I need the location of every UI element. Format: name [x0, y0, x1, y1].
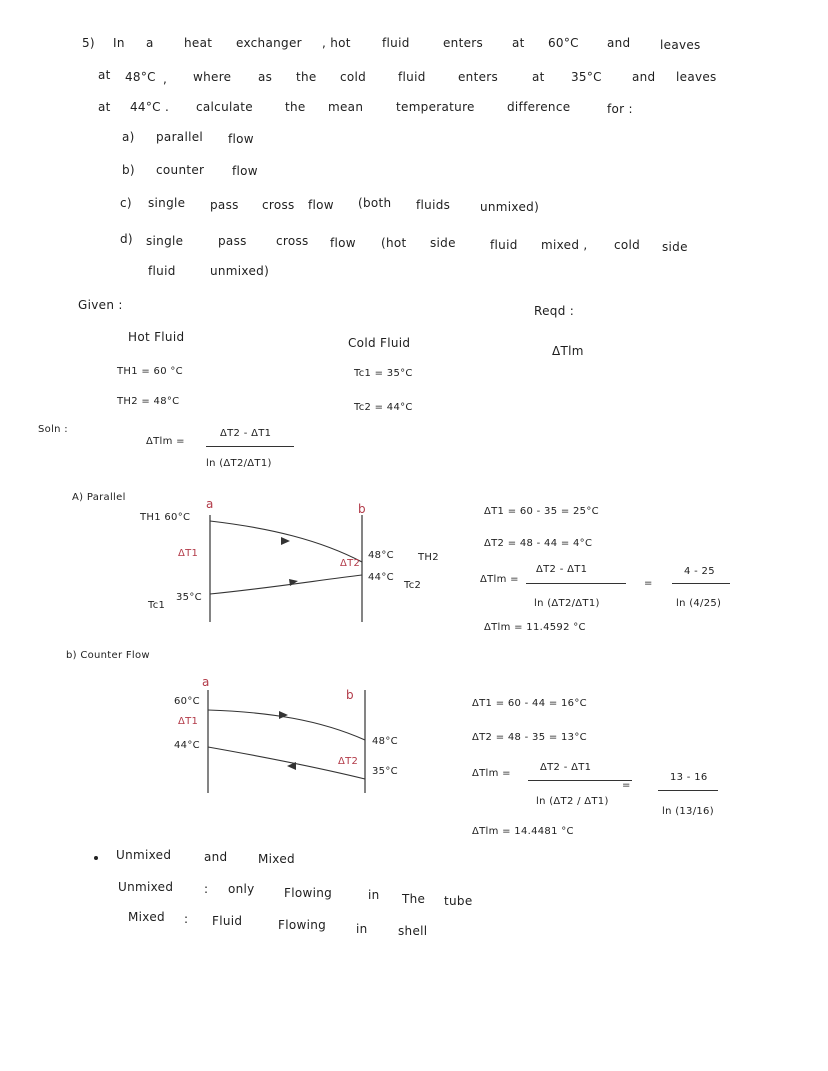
counter-lmtd-rnum: 13 - 16 — [670, 772, 708, 783]
arrow-icon — [289, 579, 298, 586]
word: tube — [444, 894, 473, 908]
word: Mixed — [258, 852, 295, 866]
word: for : — [607, 102, 633, 116]
cold-fluid-heading: Cold Fluid — [348, 336, 411, 350]
item-label: b) — [122, 163, 135, 177]
tc1-value: Tc1 = 35°C — [354, 368, 413, 379]
word: counter — [156, 163, 205, 177]
word: side — [662, 240, 688, 254]
th1-value: TH1 = 60 °C — [117, 366, 183, 377]
word: exchanger — [236, 36, 302, 50]
parallel-result: ΔTlm = 11.4592 °C — [484, 622, 586, 633]
fraction-bar — [658, 790, 718, 791]
parallel-lmtd-rnum: 4 - 25 — [684, 566, 715, 577]
fraction-bar — [526, 583, 626, 584]
parallel-dt2: ΔT2 — [340, 558, 361, 569]
word: , — [163, 72, 168, 86]
word: flow — [308, 198, 334, 212]
word: at — [512, 36, 525, 50]
lmtd-lhs: ΔTlm = — [146, 436, 185, 447]
word: and — [632, 70, 656, 84]
soln-label: Soln : — [38, 424, 68, 435]
parallel-eq-dt2: ΔT2 = 48 - 44 = 4°C — [484, 538, 593, 549]
word: where — [193, 70, 232, 84]
counter-heading: b) Counter Flow — [66, 650, 150, 661]
word: mean — [328, 100, 364, 114]
parallel-tc2: Tc2 — [404, 580, 422, 591]
word: pass — [218, 234, 247, 248]
word: 35°C — [571, 70, 602, 84]
word: 60°C — [548, 36, 579, 50]
item-label: d) — [120, 232, 133, 246]
word: leaves — [676, 70, 717, 84]
word: The — [402, 892, 426, 906]
word: Fluid — [212, 914, 243, 928]
word: 48°C — [125, 70, 156, 84]
counter-dt2: ΔT2 — [338, 756, 359, 767]
item-label: c) — [120, 196, 132, 210]
word: leaves — [660, 38, 701, 52]
word: : — [184, 912, 189, 926]
parallel-lmtd-lhs: ΔTlm = — [480, 574, 519, 585]
word: parallel — [156, 130, 204, 144]
counter-lmtd-den: ln (ΔT2 / ΔT1) — [536, 796, 609, 807]
arrow-icon — [279, 711, 288, 719]
counter-result: ΔTlm = 14.4481 °C — [472, 826, 574, 837]
word: cold — [614, 238, 641, 252]
parallel-tc1-value: 35°C — [176, 592, 202, 603]
word: the — [285, 100, 306, 114]
word: flow — [232, 164, 258, 178]
word: cross — [262, 198, 295, 212]
word: heat — [184, 36, 213, 50]
word: only — [228, 882, 255, 896]
word: in — [356, 922, 368, 936]
counter-lmtd-num: ΔT2 - ΔT1 — [540, 762, 592, 773]
counter-b-label: b — [346, 688, 354, 702]
word: Flowing — [278, 918, 327, 932]
counter-dt1: ΔT1 — [178, 716, 199, 727]
arrow-icon — [281, 537, 290, 545]
word: calculate — [196, 100, 253, 114]
bullet-icon — [94, 856, 98, 860]
word: Mixed — [128, 910, 165, 924]
counter-eq-dt1: ΔT1 = 60 - 44 = 16°C — [472, 698, 587, 709]
word: enters — [458, 70, 499, 84]
word: cold — [340, 70, 367, 84]
word: unmixed) — [210, 264, 270, 278]
word: flow — [228, 132, 254, 146]
word: flow — [330, 236, 356, 250]
fraction-bar — [672, 583, 730, 584]
item-label: a) — [122, 130, 135, 144]
parallel-44: 44°C — [368, 572, 394, 583]
equals-sign: = — [644, 578, 653, 589]
parallel-a-label: a — [206, 497, 214, 511]
parallel-lmtd-rden: ln (4/25) — [676, 598, 722, 609]
counter-lmtd-lhs: ΔTlm = — [472, 768, 511, 779]
parallel-lmtd-num: ΔT2 - ΔT1 — [536, 564, 588, 575]
word: enters — [443, 36, 484, 50]
word: , hot — [322, 36, 351, 50]
word: a — [146, 36, 154, 50]
word: as — [258, 70, 273, 84]
lmtd-numerator: ΔT2 - ΔT1 — [220, 428, 272, 439]
word: at — [532, 70, 545, 84]
word: Flowing — [284, 886, 333, 900]
counter-35: 35°C — [372, 766, 398, 777]
word: at — [98, 100, 111, 114]
word: unmixed) — [480, 200, 540, 214]
word: fluid — [382, 36, 410, 50]
counter-lmtd-rden: ln (13/16) — [662, 806, 714, 817]
word: single — [146, 234, 184, 248]
counter-44: 44°C — [174, 740, 200, 751]
word: side — [430, 236, 456, 250]
word: and — [204, 850, 228, 864]
word: (hot — [381, 236, 407, 250]
given-heading: Given : — [78, 298, 123, 312]
word: fluid — [490, 238, 518, 252]
hot-fluid-heading: Hot Fluid — [128, 330, 185, 344]
parallel-tc1: Tc1 — [148, 600, 166, 611]
word: shell — [398, 924, 428, 938]
parallel-th1: TH1 60°C — [140, 512, 191, 523]
parallel-48: 48°C — [368, 550, 394, 561]
parallel-b-label: b — [358, 502, 366, 516]
fraction-bar — [528, 780, 632, 781]
word: cross — [276, 234, 309, 248]
problem-number: 5) — [82, 36, 95, 50]
parallel-th2: TH2 — [418, 552, 439, 563]
parallel-eq-dt1: ΔT1 = 60 - 35 = 25°C — [484, 506, 599, 517]
reqd-variable: ΔTlm — [552, 344, 584, 358]
word: difference — [507, 100, 571, 114]
word: fluids — [416, 198, 451, 212]
parallel-cold-curve — [210, 575, 362, 594]
word: temperature — [396, 100, 475, 114]
word: Unmixed — [116, 848, 172, 862]
equals-sign: = — [622, 780, 631, 791]
word: 44°C . — [130, 100, 170, 114]
word: : — [204, 882, 209, 896]
parallel-lmtd-den: ln (ΔT2/ΔT1) — [534, 598, 600, 609]
word: In — [113, 36, 125, 50]
parallel-dt1: ΔT1 — [178, 548, 199, 559]
counter-48: 48°C — [372, 736, 398, 747]
counter-eq-dt2: ΔT2 = 48 - 35 = 13°C — [472, 732, 587, 743]
parallel-heading: A) Parallel — [72, 492, 126, 503]
word: (both — [358, 196, 392, 210]
word: in — [368, 888, 380, 902]
word: pass — [210, 198, 239, 212]
word: fluid — [148, 264, 176, 278]
word: fluid — [398, 70, 426, 84]
word: the — [296, 70, 317, 84]
counter-60: 60°C — [174, 696, 200, 707]
word: Unmixed — [118, 880, 174, 894]
word: at — [98, 68, 111, 82]
word: and — [607, 36, 631, 50]
word: single — [148, 196, 186, 210]
reqd-heading: Reqd : — [534, 304, 575, 318]
tc2-value: Tc2 = 44°C — [354, 402, 413, 413]
th2-value: TH2 = 48°C — [117, 396, 180, 407]
lmtd-denominator: ln (ΔT2/ΔT1) — [206, 458, 272, 469]
word: mixed , — [541, 238, 588, 252]
counter-a-label: a — [202, 675, 210, 689]
